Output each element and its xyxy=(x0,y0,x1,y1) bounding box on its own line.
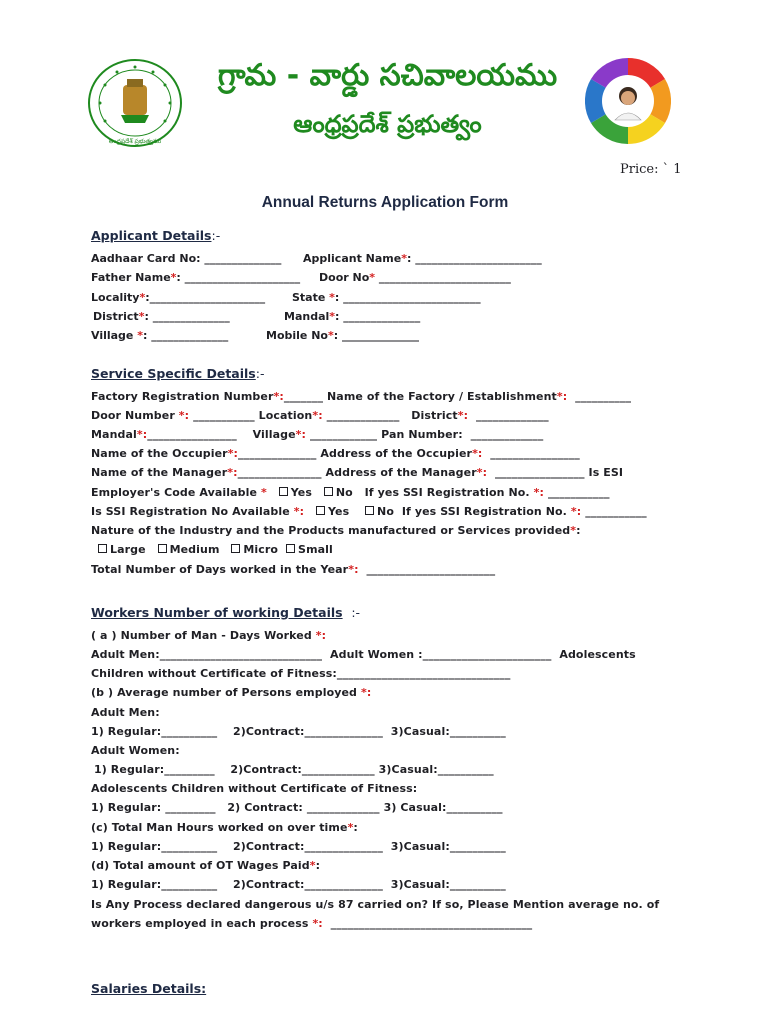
dangerous-process-question: Is Any Process declared dangerous u/s 87 carried on? If so, Please Mention average no. of xyxy=(91,898,660,911)
ssi-no-option[interactable]: No xyxy=(361,505,394,518)
mandal-row xyxy=(91,428,543,441)
factory-reg-field[interactable]: Factory Registration Number*:_______ xyxy=(91,390,324,403)
district-field[interactable]: District*: ______________ xyxy=(93,310,230,323)
man-days-label: ( a ) Number of Man - Days Worked *: xyxy=(91,629,327,642)
pan-field[interactable]: Pan Number: _____________ xyxy=(381,428,544,441)
ssi-no-checkbox[interactable] xyxy=(365,506,374,515)
nature-label: Nature of the Industry and the Products manufactured or Services provided*: xyxy=(91,524,581,537)
men-employment-row xyxy=(91,725,506,738)
occupier-row xyxy=(91,447,580,460)
women-regular-field[interactable]: 1) Regular:_________ xyxy=(94,763,215,776)
form-title: Annual Returns Application Form xyxy=(261,194,509,211)
ado-contract-field[interactable]: 2) Contract: _____________ xyxy=(227,801,380,814)
ssi-row: Is SSI Registration No Available *: Yes No If yes SSI Registration No. *: ___________ xyxy=(91,505,647,518)
men-regular-field[interactable]: 1) Regular:__________ xyxy=(91,725,218,738)
adult-women-days-field[interactable]: Adult Women :_______________________ xyxy=(329,648,552,661)
men-contract-field[interactable]: 2)Contract:______________ xyxy=(232,725,383,738)
wages-regular-field[interactable]: 1) Regular:__________ xyxy=(91,878,218,891)
ot-wages-label: (d) Total amount of OT Wages Paid*: xyxy=(91,859,321,872)
adolescents-heading: Adolescents Children without Certificate of Fitness: xyxy=(91,782,418,795)
esi-code-label: Employer's Code Available xyxy=(91,486,261,499)
dangerous-process-field[interactable]: workers employed in each process *: ____________________________________ xyxy=(91,917,533,930)
mandal-field[interactable]: Mandal*: ______________ xyxy=(284,310,421,323)
ap-government-seal xyxy=(85,57,185,152)
esi-ssi-field[interactable]: If yes SSI Registration No. *: ___________ xyxy=(364,486,610,499)
applicant-details-heading: Applicant Details:- xyxy=(91,228,221,243)
state-field[interactable]: State *: _________________________ xyxy=(292,291,481,304)
ot-casual-field[interactable]: 3)Casual:__________ xyxy=(390,840,506,853)
overtime-hours-label: (c) Total Man Hours worked on over time*: xyxy=(91,821,358,834)
ado-casual-field[interactable]: 3) Casual:__________ xyxy=(383,801,503,814)
service-location-field[interactable]: Location*: _____________ xyxy=(258,409,400,422)
service-door-field[interactable]: Door Number *: ___________ xyxy=(91,409,255,422)
adolescents-label: Adolescents xyxy=(559,648,636,661)
ado-regular-field[interactable]: 1) Regular: _________ xyxy=(91,801,216,814)
esi-no-option[interactable]: No xyxy=(320,486,353,499)
header-subtitle: ఆంధ్రప్రదేశ్ ప్రభుత్వం xyxy=(293,110,482,138)
size-micro-option[interactable]: Micro xyxy=(227,543,278,556)
ssi-available-label: Is SSI Registration No Available xyxy=(91,505,294,518)
men-casual-field[interactable]: 3)Casual:__________ xyxy=(390,725,506,738)
esi-yes-option[interactable]: Yes xyxy=(275,486,312,499)
aadhaar-field[interactable]: Aadhaar Card No: ______________ xyxy=(91,252,282,265)
adult-men-heading: Adult Men: xyxy=(91,706,160,719)
large-checkbox[interactable] xyxy=(98,544,107,553)
factory-row xyxy=(91,390,631,403)
women-contract-field[interactable]: 2)Contract:_____________ xyxy=(230,763,375,776)
service-mandal-field[interactable]: Mandal*:________________ xyxy=(91,428,237,441)
salaries-details-heading: Salaries Details: xyxy=(91,981,207,996)
esi-yes-checkbox[interactable] xyxy=(279,487,288,496)
village-field[interactable]: Village *: ______________ xyxy=(91,329,229,342)
workers-details-heading: Workers Number of working Details :- xyxy=(91,605,361,620)
location-row xyxy=(91,409,549,422)
small-checkbox[interactable] xyxy=(286,544,295,553)
mobile-field[interactable]: Mobile No*: ______________ xyxy=(266,329,419,342)
adult-men-days-field[interactable]: Adult Men:_____________________________ xyxy=(91,648,323,661)
service-district-field[interactable]: District*: _____________ xyxy=(411,409,549,422)
father-name-field[interactable]: Father Name*: _____________________ xyxy=(91,271,301,284)
applicant-name-field[interactable]: Applicant Name*: _______________________ xyxy=(303,252,542,265)
seal-caption: ఆంధ్రప్రదేశ్ ప్రభుత్వము xyxy=(108,138,162,145)
size-options-row xyxy=(94,543,333,556)
esi-no-checkbox[interactable] xyxy=(324,487,333,496)
size-medium-option[interactable]: Medium xyxy=(154,543,220,556)
occupier-address-field[interactable]: Address of the Occupier*: ________________ xyxy=(320,447,580,460)
manager-row xyxy=(91,466,623,479)
man-days-row xyxy=(91,648,636,661)
ot-regular-field[interactable]: 1) Regular:__________ xyxy=(91,840,218,853)
women-employment-row xyxy=(94,763,494,776)
manager-address-field[interactable]: Address of the Manager*: ________________ xyxy=(325,466,585,479)
esi-row: Employer's Code Available * Yes No If yes SSI Registration No. *: ___________ xyxy=(91,486,610,499)
locality-field[interactable]: Locality*:_____________________ xyxy=(91,291,266,304)
children-days-field[interactable]: Children without Certificate of Fitness:_______________________________ xyxy=(91,667,511,680)
price-label: Price: ` 1 xyxy=(620,162,682,177)
header-title: గ్రామ - వార్డు సచివాలయము xyxy=(217,58,558,93)
adolescents-employment-row xyxy=(91,801,503,814)
ot-contract-field[interactable]: 2)Contract:______________ xyxy=(232,840,383,853)
ssi-no-field[interactable]: If yes SSI Registration No. *: ___________ xyxy=(401,505,647,518)
wages-casual-field[interactable]: 3)Casual:__________ xyxy=(390,878,506,891)
wages-contract-field[interactable]: 2)Contract:______________ xyxy=(232,878,383,891)
ssi-yes-option[interactable]: Yes xyxy=(312,505,349,518)
size-large-option[interactable]: Large xyxy=(94,543,146,556)
door-no-field[interactable]: Door No* ________________________ xyxy=(319,271,511,284)
wages-row xyxy=(91,878,506,891)
is-esi-label: Is ESI xyxy=(588,466,624,479)
manager-name-field[interactable]: Name of the Manager*:_______________ xyxy=(91,466,322,479)
factory-name-field[interactable]: Name of the Factory / Establishment*: __________ xyxy=(327,390,632,403)
service-details-heading: Service Specific Details:- xyxy=(91,366,265,381)
adult-women-heading: Adult Women: xyxy=(91,744,180,757)
days-worked-field[interactable]: Total Number of Days worked in the Year*: _______________________ xyxy=(91,563,496,576)
occupier-name-field[interactable]: Name of the Occupier*:______________ xyxy=(91,447,317,460)
size-small-option[interactable]: Small xyxy=(282,543,333,556)
sachivalayam-logo xyxy=(585,58,671,144)
ssi-yes-checkbox[interactable] xyxy=(316,506,325,515)
avg-persons-label: (b ) Average number of Persons employed *: xyxy=(91,686,372,699)
micro-checkbox[interactable] xyxy=(231,544,240,553)
women-casual-field[interactable]: 3)Casual:__________ xyxy=(378,763,494,776)
medium-checkbox[interactable] xyxy=(158,544,167,553)
overtime-row xyxy=(91,840,506,853)
service-village-field[interactable]: Village*: ____________ xyxy=(252,428,378,441)
